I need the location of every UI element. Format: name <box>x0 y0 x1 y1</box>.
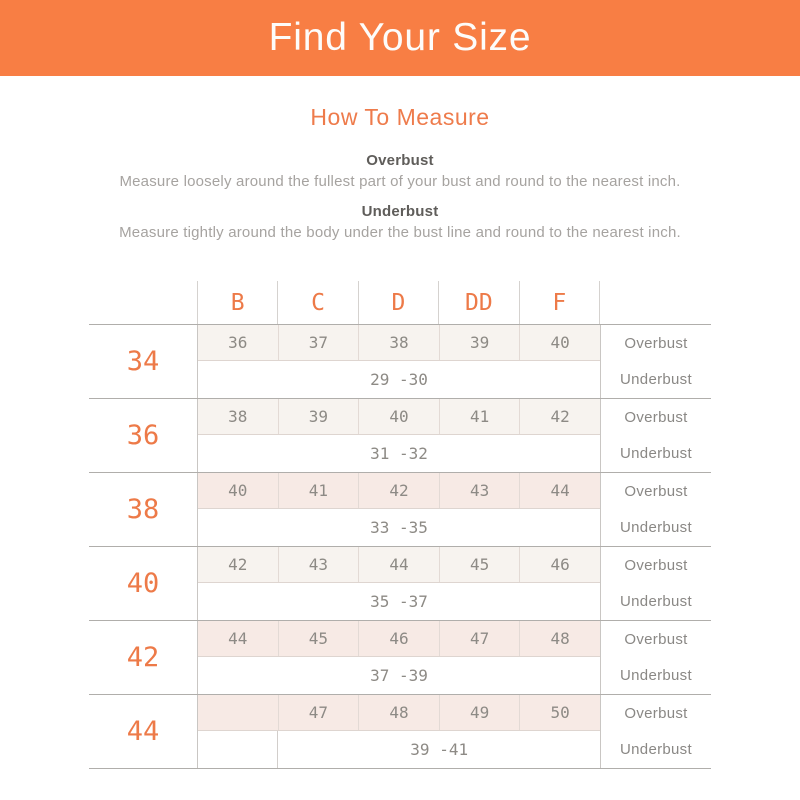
overbust-values-row <box>198 547 600 583</box>
overbust-row-label: Overbust <box>624 556 688 574</box>
overbust-value-cell: 45 <box>439 547 520 582</box>
overbust-row-label: Overbust <box>624 482 688 500</box>
underbust-range-value: 31 -32 <box>370 444 428 463</box>
overbust-value-cell: 46 <box>358 621 439 656</box>
overbust-value-cell: 50 <box>519 695 600 730</box>
underbust-range-row <box>198 435 600 472</box>
overbust-value-cell: 41 <box>278 473 359 508</box>
page-title: Find Your Size <box>268 16 532 59</box>
overbust-value-cell: 44 <box>358 547 439 582</box>
underbust-row-label: Underbust <box>620 371 692 388</box>
band-size-label: 44 <box>89 695 198 768</box>
overbust-instructions: Measure loosely around the fullest part of your bust and round to the nearest inch. <box>119 173 681 190</box>
measurement-columns <box>198 473 600 546</box>
overbust-values-row <box>198 399 600 435</box>
band-size-label: 40 <box>89 547 198 620</box>
row-type-labels <box>600 547 711 620</box>
row-type-labels <box>600 621 711 694</box>
underbust-heading: Underbust <box>361 203 439 220</box>
overbust-value-cell: 39 <box>439 325 520 360</box>
overbust-value-cell: 47 <box>278 695 359 730</box>
underbust-row-label: Underbust <box>620 741 692 758</box>
underbust-row-label: Underbust <box>620 445 692 462</box>
overbust-row-label: Overbust <box>624 408 688 426</box>
size-row-group <box>89 399 711 473</box>
overbust-row-label: Overbust <box>624 334 688 352</box>
overbust-heading: Overbust <box>366 152 434 169</box>
size-row-group <box>89 473 711 547</box>
underbust-range-row <box>198 583 600 620</box>
overbust-value-cell <box>198 695 278 730</box>
overbust-value-cell: 39 <box>278 399 359 434</box>
column-header-b: B <box>198 281 278 324</box>
header-banner <box>0 0 800 76</box>
size-table-header-row <box>89 281 711 325</box>
underbust-range-value: 33 -35 <box>370 518 428 537</box>
size-row-group <box>89 621 711 695</box>
overbust-value-cell: 42 <box>228 555 248 574</box>
underbust-range-value: 29 -30 <box>370 370 428 389</box>
overbust-values-row <box>198 621 600 657</box>
underbust-instructions: Measure tightly around the body under the bust line and round to the nearest inch. <box>119 224 681 241</box>
row-type-labels <box>600 325 711 398</box>
overbust-value-cell: 40 <box>519 325 600 360</box>
column-header-c: C <box>278 281 358 324</box>
measurement-columns <box>198 547 600 620</box>
band-size-label: 38 <box>89 473 198 546</box>
overbust-value-cell: 49 <box>439 695 520 730</box>
band-size-label: 36 <box>89 399 198 472</box>
size-row-group <box>89 695 711 769</box>
how-to-measure-section <box>0 104 800 241</box>
overbust-value-cell: 45 <box>278 621 359 656</box>
overbust-value-cell: 42 <box>519 399 600 434</box>
header-spacer-right <box>600 281 711 324</box>
overbust-value-cell: 44 <box>519 473 600 508</box>
overbust-values-row <box>198 325 600 361</box>
underbust-range-row <box>198 731 600 768</box>
overbust-value-cell: 43 <box>278 547 359 582</box>
overbust-value-cell: 40 <box>228 481 248 500</box>
underbust-row-label: Underbust <box>620 519 692 536</box>
underbust-row-label: Underbust <box>620 593 692 610</box>
underbust-range-value: 35 -37 <box>370 592 428 611</box>
overbust-value-cell: 44 <box>228 629 248 648</box>
overbust-value-cell: 36 <box>228 333 248 352</box>
underbust-range-row <box>198 361 600 398</box>
overbust-values-row <box>198 473 600 509</box>
overbust-value-cell: 41 <box>439 399 520 434</box>
overbust-value-cell: 42 <box>358 473 439 508</box>
underbust-empty-cell <box>198 731 278 768</box>
measurement-columns <box>198 399 600 472</box>
underbust-range-row <box>198 509 600 546</box>
underbust-range-row <box>198 657 600 694</box>
overbust-value-cell: 48 <box>358 695 439 730</box>
row-type-labels <box>600 695 711 768</box>
measurement-columns <box>198 695 600 768</box>
underbust-row-label: Underbust <box>620 667 692 684</box>
overbust-values-row <box>198 695 600 731</box>
size-table-body <box>89 325 711 769</box>
measurement-columns <box>198 621 600 694</box>
size-table <box>89 281 711 769</box>
overbust-value-cell: 38 <box>228 407 248 426</box>
overbust-value-cell: 38 <box>358 325 439 360</box>
underbust-range-value: 37 -39 <box>370 666 428 685</box>
overbust-value-cell: 43 <box>439 473 520 508</box>
measurement-columns <box>198 325 600 398</box>
overbust-value-cell: 40 <box>358 399 439 434</box>
overbust-value-cell: 37 <box>278 325 359 360</box>
column-header-d: D <box>359 281 439 324</box>
row-type-labels <box>600 473 711 546</box>
column-header-dd: DD <box>439 281 519 324</box>
overbust-row-label: Overbust <box>624 630 688 648</box>
column-header-f: F <box>520 281 600 324</box>
overbust-row-label: Overbust <box>624 704 688 722</box>
overbust-value-cell: 47 <box>439 621 520 656</box>
row-type-labels <box>600 399 711 472</box>
overbust-value-cell: 48 <box>519 621 600 656</box>
underbust-range-value: 39 -41 <box>410 740 469 759</box>
band-size-label: 34 <box>89 325 198 398</box>
size-row-group <box>89 325 711 399</box>
header-spacer-left <box>89 281 198 324</box>
size-row-group <box>89 547 711 621</box>
overbust-value-cell: 46 <box>519 547 600 582</box>
band-size-label: 42 <box>89 621 198 694</box>
how-to-measure-title: How To Measure <box>310 104 490 130</box>
